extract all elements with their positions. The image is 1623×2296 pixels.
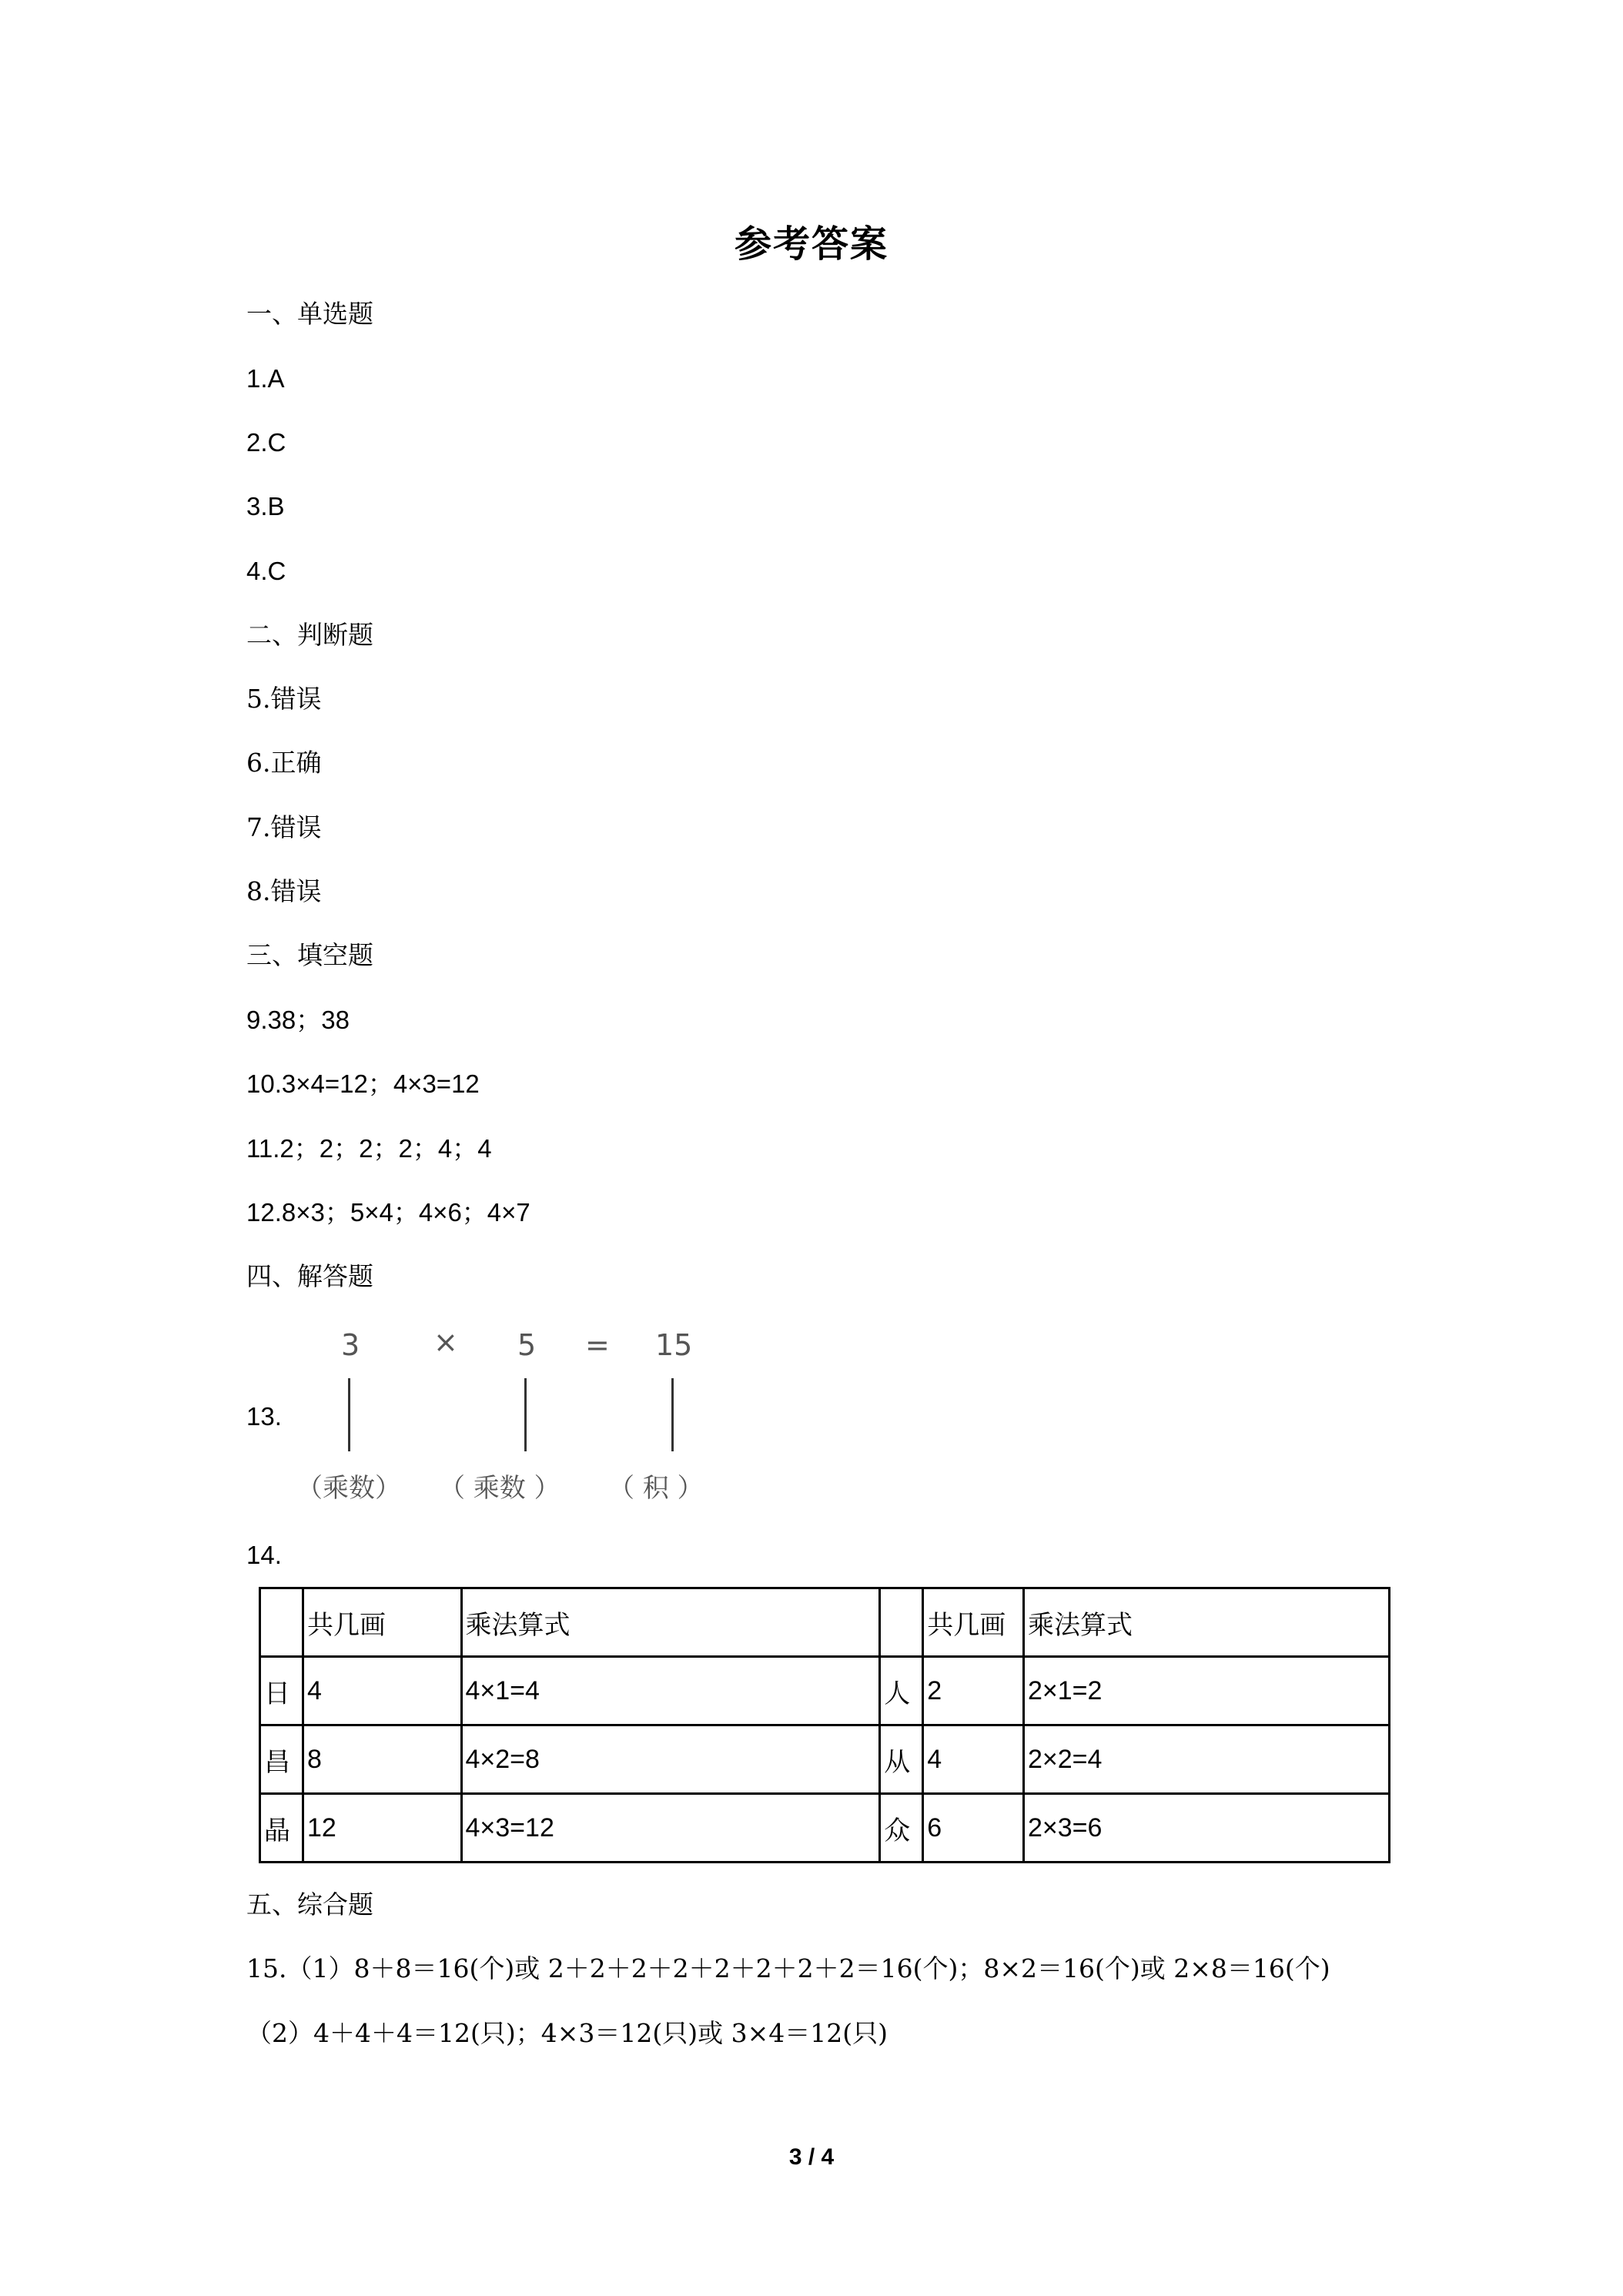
label-factor-2: （ 乘数 ） [439,1473,561,1504]
answer-14-label: 14. [246,1541,282,1569]
section-heading-5: 五、综合题 [246,1889,373,1919]
answer-8: 8.错误 [246,876,322,906]
answer-5: 5.错误 [246,684,322,714]
answer-10: 10.3×4=12；4×3=12 [246,1069,480,1098]
table-cell: 2×1=2 [1024,1657,1390,1725]
strokes-table [259,1587,1390,1863]
table-cell: 4 [303,1657,461,1725]
table-cell: 4 [923,1725,1024,1794]
answer-13-label: 13. [246,1402,282,1431]
table-header-cell: 乘法算式 [1024,1588,1390,1657]
table-cell: 昌 [260,1725,303,1794]
table-cell: 2 [923,1657,1024,1725]
product: 15 [655,1328,693,1362]
table-cell: 4×2=8 [461,1725,880,1794]
table-cell: 8 [303,1725,461,1794]
times-sign: × [433,1325,458,1359]
answer-2: 2.C [246,428,286,457]
multiplication-diagram [296,1320,751,1513]
section-heading-2: 二、判断题 [246,620,373,650]
equals-sign: = [585,1328,610,1362]
factor-1: 3 [341,1328,360,1362]
label-product: （ 积 ） [608,1473,704,1504]
table-cell: 2×2=4 [1024,1725,1390,1794]
answer-15-part-1: 15.（1）8＋8＝16(个)或 2＋2＋2＋2＋2＋2＋2＋2＝16(个)；8×2＝16(个)或 2×8＝16(个) [246,1953,1330,1983]
connector-line-3 [671,1378,674,1451]
table-cell: 2×3=6 [1024,1794,1390,1863]
table-cell: 4×3=12 [461,1794,880,1863]
answer-6: 6.正确 [246,748,322,778]
table-header-cell: 共几画 [923,1588,1024,1657]
page-number: 3 / 4 [788,2144,835,2170]
section-heading-3: 三、填空题 [246,940,373,970]
connector-line-2 [524,1378,527,1451]
table-cell: 12 [303,1794,461,1863]
table-cell: 6 [923,1794,1024,1863]
answer-15-part-2: （2）4＋4＋4＝12(只)；4×3＝12(只)或 3×4＝12(只) [246,2018,888,2048]
section-heading-4: 四、解答题 [246,1261,373,1291]
answer-3: 3.B [246,492,285,520]
table-cell: 从 [880,1725,923,1794]
answer-11: 11.2；2；2；2；4；4 [246,1134,492,1163]
answer-7: 7.错误 [246,812,322,842]
factor-2: 5 [517,1328,537,1362]
table-row [260,1657,1390,1725]
table-cell: 晶 [260,1794,303,1863]
table-header-row [260,1588,1390,1657]
section-heading-1: 一、单选题 [246,299,373,329]
table-row [260,1725,1390,1794]
answer-9: 9.38；38 [246,1006,350,1034]
table-cell: 众 [880,1794,923,1863]
answer-1: 1.A [246,364,285,393]
table-cell: 日 [260,1657,303,1725]
table-row [260,1794,1390,1863]
table-header-cell: 乘法算式 [461,1588,880,1657]
table-header-cell: 共几画 [303,1588,461,1657]
connector-line-1 [348,1378,350,1451]
table-header-cell [880,1588,923,1657]
answer-4: 4.C [246,557,286,585]
page-title: 参考答案 [734,223,888,266]
table-header-cell [260,1588,303,1657]
label-factor-1: （乘数） [296,1473,401,1504]
table-cell: 4×1=4 [461,1657,880,1725]
table-cell: 人 [880,1657,923,1725]
answer-12: 12.8×3；5×4；4×6；4×7 [246,1198,530,1227]
